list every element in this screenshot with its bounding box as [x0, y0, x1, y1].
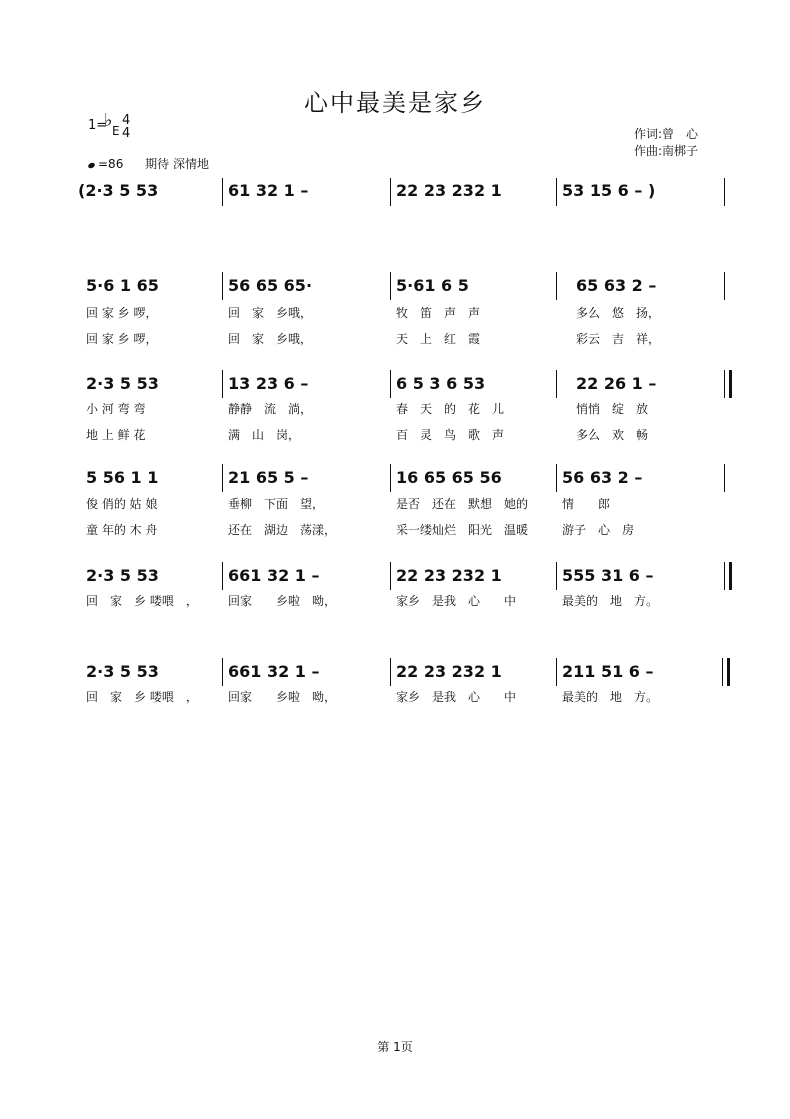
line2-lyric-b3: 百 灵 鸟 歌 声 [396, 428, 505, 442]
line2-lyric-a1: 小 河 弯 弯 [86, 402, 146, 416]
line2-lyric-b1: 地 上 鲜 花 [86, 428, 146, 442]
barline [390, 272, 391, 300]
line4-m1: 2·3 5 53 [86, 566, 159, 585]
line2-lyric-b4: 多么 欢 畅 [576, 428, 649, 442]
line1-lyric-b3: 天 上 红 霞 [396, 332, 481, 346]
line3-m4: 56 63 2 – [562, 468, 643, 487]
line3-lyric-a4: 情 郎 [562, 497, 611, 511]
line2-lyric-a4: 悄悄 绽 放 [576, 402, 649, 416]
barline [222, 562, 223, 590]
final-barline-thick [727, 658, 730, 686]
credits [634, 126, 698, 160]
line3-lyric-b2: 还在 湖边 荡漾， [228, 523, 337, 537]
barline [556, 370, 557, 398]
barline [222, 178, 223, 206]
line5-m4: 211 51 6 – [562, 662, 654, 681]
intro-m2: 61 32 1 – [228, 181, 309, 200]
line3-lyric-a2: 垂柳 下面 望， [228, 497, 325, 511]
line1-m4: 65 63 2 – [576, 276, 657, 295]
line1-lyric-a1: 回 家 乡 啰， [86, 306, 158, 320]
line1-lyric-b1: 回 家 乡 啰， [86, 332, 158, 346]
tempo [88, 155, 209, 172]
line4-m4: 555 31 6 – [562, 566, 654, 585]
line5-lyric-1: 回 家 乡 喽喂 ， [86, 690, 198, 704]
line4-m3: 22 23 232 1 [396, 566, 502, 585]
barline [390, 178, 391, 206]
line3-lyric-b1: 童 年的 木 舟 [86, 523, 158, 537]
line1-m3: 5·61 6 5 [396, 276, 469, 295]
line3-lyric-b3: 采一缕灿烂 阳光 温暖 [396, 523, 529, 537]
barline [556, 658, 557, 686]
barline [556, 464, 557, 492]
line3-lyric-a1: 俊 俏的 姑 娘 [86, 497, 158, 511]
line2-lyric-a2: 静静 流 淌， [228, 402, 313, 416]
intro-m1: (2·3 5 53 [78, 181, 159, 200]
line4-m2: 661 32 1 – [228, 566, 320, 585]
line2-m1: 2·3 5 53 [86, 374, 159, 393]
intro-m4: 53 15 6 – ) [562, 181, 656, 200]
time-signature [122, 114, 130, 140]
line4-lyric-3: 家乡 是我 心 中 [396, 594, 517, 608]
composer: 作曲:南梆子 [634, 144, 699, 158]
line3-m3: 16 65 65 56 [396, 468, 502, 487]
expression-mark: 期待 深情地 [145, 157, 209, 171]
line5-m1: 2·3 5 53 [86, 662, 159, 681]
end-repeat-barline [724, 562, 725, 590]
end-repeat-barline-thick [729, 562, 732, 590]
line1-lyric-b4: 彩云 吉 祥， [576, 332, 661, 346]
barline [222, 464, 223, 492]
barline [556, 562, 557, 590]
line5-m3: 22 23 232 1 [396, 662, 502, 681]
song-title: 心中最美是家乡 [304, 89, 486, 117]
barline [724, 464, 725, 492]
line4-lyric-4: 最美的 地 方。 [562, 594, 659, 608]
lyricist: 作词:曾 心 [634, 127, 699, 141]
barline [390, 464, 391, 492]
line5-lyric-4: 最美的 地 方。 [562, 690, 659, 704]
line4-lyric-1: 回 家 乡 喽喂 ， [86, 594, 198, 608]
line1-lyric-a2: 回 家 乡哦， [228, 306, 313, 320]
line2-m3: 6 5 3 6 53 [396, 374, 486, 393]
line1-m1: 5·6 1 65 [86, 276, 159, 295]
barline [724, 272, 725, 300]
line1-lyric-b2: 回 家 乡哦， [228, 332, 313, 346]
line5-lyric-3: 家乡 是我 心 中 [396, 690, 517, 704]
line1-lyric-a4: 多么 悠 扬， [576, 306, 661, 320]
barline [222, 370, 223, 398]
flat-symbol: ♭ [104, 110, 113, 131]
repeat-barline [724, 370, 725, 398]
barline [724, 178, 725, 206]
barline [222, 658, 223, 686]
line5-m2: 661 32 1 – [228, 662, 320, 681]
line4-lyric-2: 回家 乡啦 呦， [228, 594, 337, 608]
page-number: 第 1页 [377, 1040, 413, 1054]
key-prefix: 1= [88, 118, 108, 133]
quarter-note-icon [87, 162, 95, 169]
line2-m4: 22 26 1 – [576, 374, 657, 393]
key-letter: E [112, 124, 120, 138]
line2-m2: 13 23 6 – [228, 374, 309, 393]
time-unit: 4 [122, 126, 131, 141]
line5-lyric-2: 回家 乡啦 呦， [228, 690, 337, 704]
final-barline [722, 658, 723, 686]
barline [390, 370, 391, 398]
barline [390, 562, 391, 590]
line1-lyric-a3: 牧 笛 声 声 [396, 306, 481, 320]
repeat-barline-thick [729, 370, 732, 398]
time-beats: 4 [122, 113, 131, 128]
line3-lyric-a3: 是否 还在 默想 她的 [396, 497, 529, 511]
line3-lyric-b4: 游子 心 房 [562, 523, 635, 537]
line1-m2: 56 65 65· [228, 276, 313, 295]
barline [390, 658, 391, 686]
key-signature [88, 110, 131, 141]
line2-lyric-a3: 春 天 的 花 儿 [396, 402, 505, 416]
tempo-value: =86 [98, 157, 124, 171]
barline [222, 272, 223, 300]
intro-m3: 22 23 232 1 [396, 181, 502, 200]
line3-m2: 21 65 5 – [228, 468, 309, 487]
line3-m1: 5 56 1 1 [86, 468, 159, 487]
barline [556, 178, 557, 206]
barline [556, 272, 557, 300]
line2-lyric-b2: 满 山 岗， [228, 428, 301, 442]
